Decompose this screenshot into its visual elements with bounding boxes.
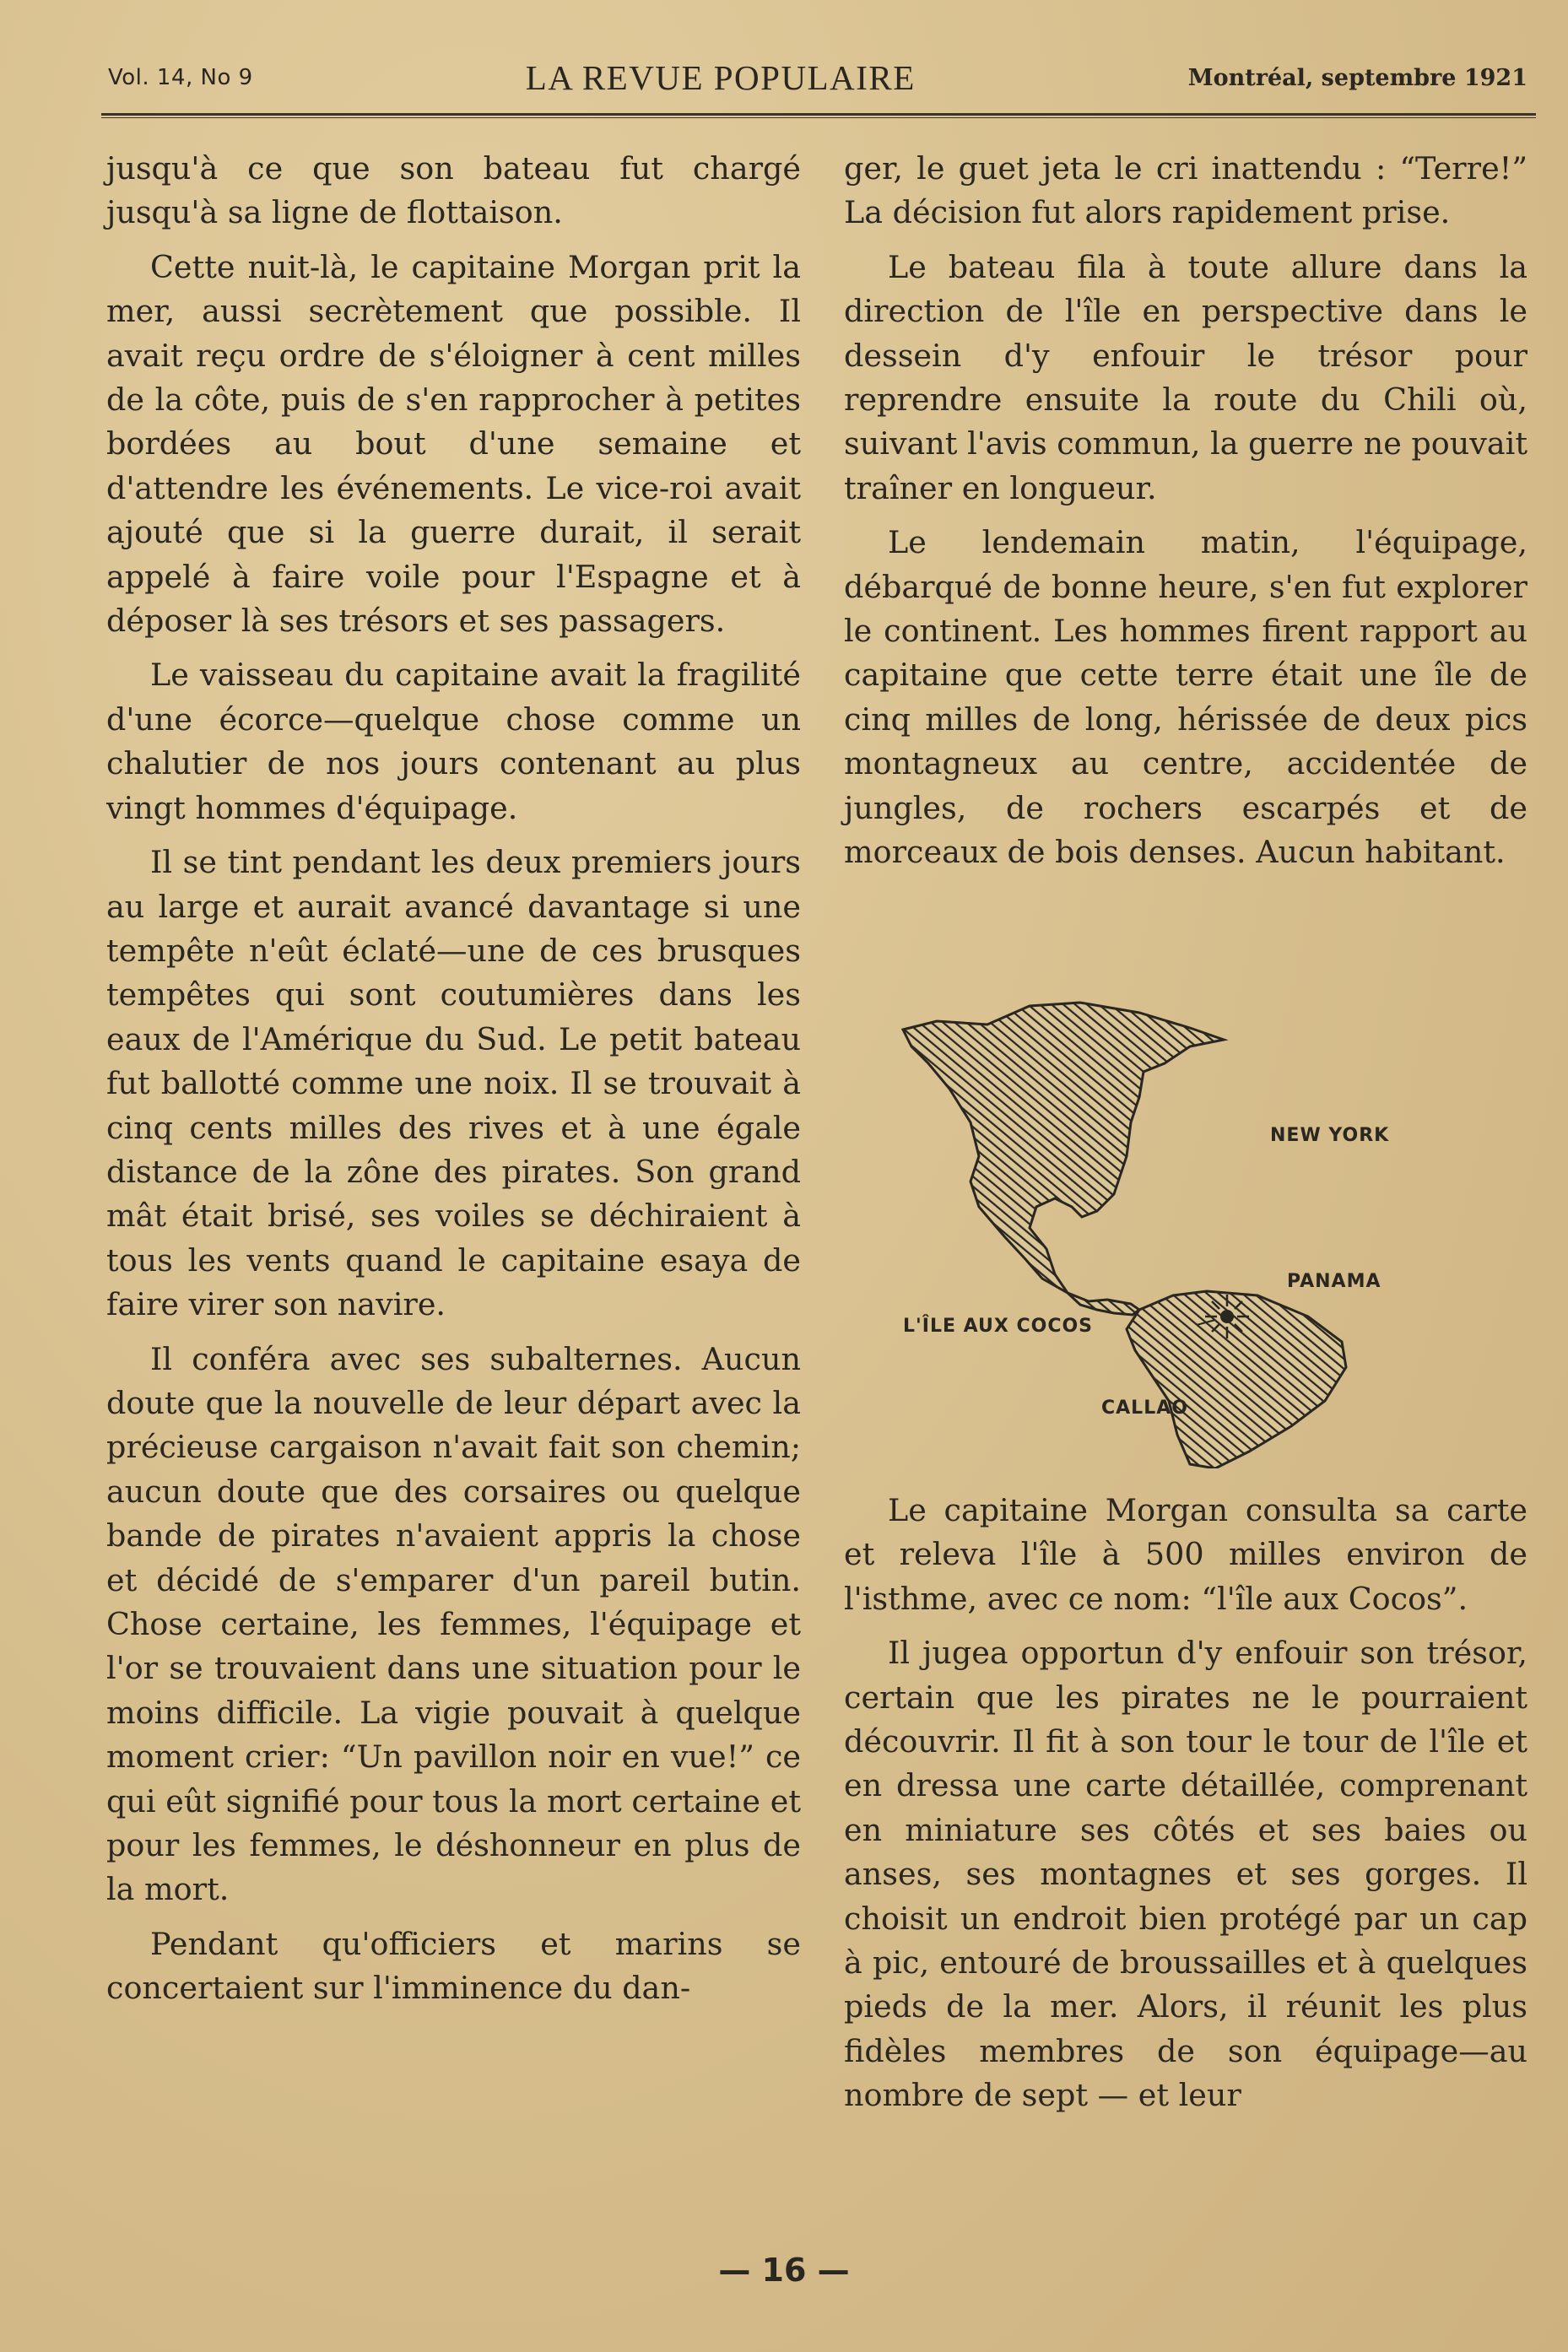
central-america-shape <box>1068 1293 1139 1315</box>
paragraph: Il conféra avec ses subalternes. Aucun doute que la nouvelle de leur départ avec la précieuse cargaison n'avait fait son chemin; aucun doute que des corsaires ou quelque bande de pirates n'avaient appris la chose et décidé de s'emparer d'un pareil butin. Chose certaine, les femmes, l'équipage et l'or se trouvaient dans une situation pour le moins difficile. La vigie pouvait à quelque moment crier: “Un pavillon noir en vue!” ce qui eût signifié pour tous la mort certaine et pour les femmes, le déshonneur en plus de la mort. <box>106 1340 801 1908</box>
americas-map-illustration <box>886 996 1477 1468</box>
magazine-title: LA REVUE POPULAIRE <box>525 58 916 97</box>
map-label-panama: PANAMA <box>1287 1271 1381 1292</box>
paragraph: Pendant qu'officiers et marins se concertaient sur l'imminence du dan- <box>106 1925 801 2007</box>
paragraph: Le capitaine Morgan consulta sa carte et releva l'île à 500 milles environ de l'isthme, avec ce nom: “l'île aux Cocos”. <box>844 1492 1527 1617</box>
paragraph: Le bateau fila à toute allure dans la direction de l'île en perspective dans le dessein d'y enfouir le trésor pour reprendre ensuite la route du Chili où, suivant l'avis commun, la guerre ne pouvait traîner en longueur. <box>844 248 1527 506</box>
page-header <box>108 52 1527 103</box>
header-rule <box>101 113 1536 118</box>
paragraph: Le vaisseau du capitaine avait la fragilité d'une écorce—quelque chose comme un chalutier de nos jours contenant au plus vingt hommes d'équipage. <box>106 657 801 826</box>
paragraph: ger, le guet jeta le cri inattendu : “Terre!” La décision fut alors rapidement prise. <box>844 150 1527 231</box>
paragraph: Cette nuit-là, le capitaine Morgan prit la mer, aussi secrètement que possible. Il avait reçu ordre de s'éloigner à cent milles de la côte, puis de s'en rapprocher à petites bordées au bout d'une semaine et d'attendre les événements. Le vice-roi avait ajouté que si la guerre durait, il serait appelé à faire voile pour l'Espagne et à déposer là ses trésors et ses passagers. <box>106 248 801 640</box>
issue-date: Montréal, septembre 1921 <box>1187 64 1527 91</box>
page-number: — 16 — <box>718 2252 850 2289</box>
map-label-cocos: L'ÎLE AUX COCOS <box>903 1316 1094 1337</box>
south-america-shape <box>1127 1291 1346 1468</box>
paragraph: jusqu'à ce que son bateau fut chargé jusqu'à sa ligne de flottaison. <box>106 150 801 231</box>
paragraph: Il jugea opportun d'y enfouir son trésor, certain que les pirates ne le pourraient découvrir. Il fit à son tour le tour de l'île et en dressa une carte détaillée, comprenant en miniature ses côtés et ses baies ou anses, ses montagnes et ses gorges. Il choisit un endroit bien protégé par un cap à pic, entouré de broussailles et à quelques pieds de la mer. Alors, il réunit les plus fidèles membres de son équipage—au nombre de sept — et leur <box>844 1635 1527 2114</box>
map-label-new-york: NEW YORK <box>1270 1125 1390 1146</box>
north-america-shape <box>903 1003 1224 1293</box>
left-column <box>106 147 801 2021</box>
right-column-top <box>844 147 1527 885</box>
paragraph: Le lendemain matin, l'équipage, débarqué de bonne heure, s'en fut explorer le continent. Les hommes firent rapport au capitaine que cette terre était une île de cinq milles de long, hérissée de deux pics montagneux au centre, accidentée de jungles, de rochers escarpés et de morceaux de bois denses. Aucun habitant. <box>844 524 1527 871</box>
map-label-callao: CALLAO <box>1101 1398 1188 1419</box>
right-column-bottom <box>844 1489 1527 2128</box>
issue-volume: Vol. 14, No 9 <box>108 65 253 90</box>
americas-map <box>886 996 1477 1468</box>
paragraph: Il se tint pendant les deux premiers jours au large et aurait avancé davantage si une tempête n'eût éclaté—une de ces brusques tempêtes qui sont coutumières dans les eaux de l'Amérique du Sud. Le petit bateau fut ballotté comme une noix. Il se trouvait à cinq cents milles des rives et à une égale distance de la zône des pirates. Son grand mât était brisé, ses voiles se déchiraient à tous les vents quand le capitaine esaya de faire virer son navire. <box>106 844 801 1323</box>
